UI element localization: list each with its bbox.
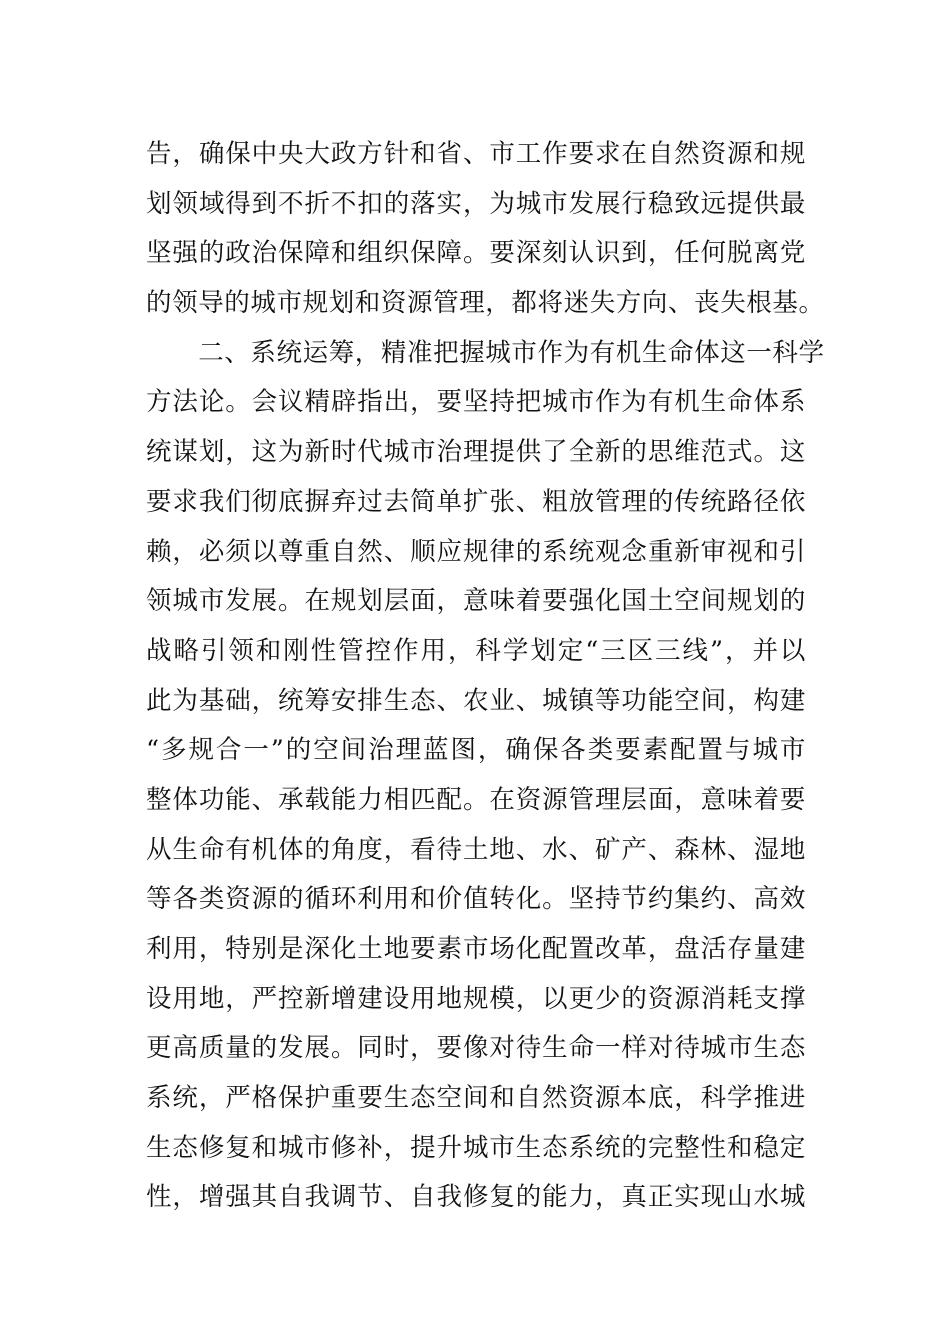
text-line: 方法论。会议精辟指出，要坚持把城市作为有机生命体系	[146, 387, 806, 418]
text-line: 性，增强其自我调节、自我修复的能力，真正实现山水城	[146, 1182, 806, 1213]
text-line: 从生命有机体的角度，看待土地、水、矿产、森林、湿地	[146, 834, 806, 865]
text-line: 系统，严格保护重要生态空间和自然资源本底，科学推进	[146, 1083, 806, 1114]
section-heading-line: 二、系统运筹，精准把握城市作为有机生命体这一科学	[146, 337, 825, 368]
text-line: 要求我们彻底摒弃过去简单扩张、粗放管理的传统路径依	[146, 486, 806, 517]
text-line: 统谋划，这为新时代城市治理提供了全新的思维范式。这	[146, 437, 806, 468]
text-line: 整体功能、承载能力相匹配。在资源管理层面，意味着要	[146, 784, 806, 815]
text-line: “多规合一”的空间治理蓝图，确保各类要素配置与城市	[146, 735, 806, 766]
text-line: 战略引领和刚性管控作用，科学划定“三区三线”，并以	[146, 635, 806, 666]
text-line: 设用地，严控新增建设用地规模，以更少的资源消耗支撑	[146, 983, 806, 1014]
text-line: 生态修复和城市修补，提升城市生态系统的完整性和稳定	[146, 1132, 806, 1163]
text-line: 此为基础，统筹安排生态、农业、城镇等功能空间，构建	[146, 685, 806, 716]
text-line: 赖，必须以尊重自然、顺应规律的系统观念重新审视和引	[146, 536, 806, 567]
text-line: 的领导的城市规划和资源管理，都将迷失方向、丧失根基。	[146, 288, 825, 319]
text-line: 划领域得到不折不扣的落实，为城市发展行稳致远提供最	[146, 188, 806, 219]
text-line: 告，确保中央大政方针和省、市工作要求在自然资源和规	[146, 139, 806, 169]
text-line: 等各类资源的循环利用和价值转化。坚持节约集约、高效	[146, 884, 806, 915]
text-line: 更高质量的发展。同时，要像对待生命一样对待城市生态	[146, 1033, 806, 1064]
text-line: 利用，特别是深化土地要素市场化配置改革，盘活存量建	[146, 934, 806, 964]
body-text	[146, 130, 825, 1223]
text-line: 领城市发展。在规划层面，意味着要强化国土空间规划的	[146, 586, 806, 617]
text-line: 坚强的政治保障和组织保障。要深刻认识到，任何脱离党	[146, 238, 806, 269]
